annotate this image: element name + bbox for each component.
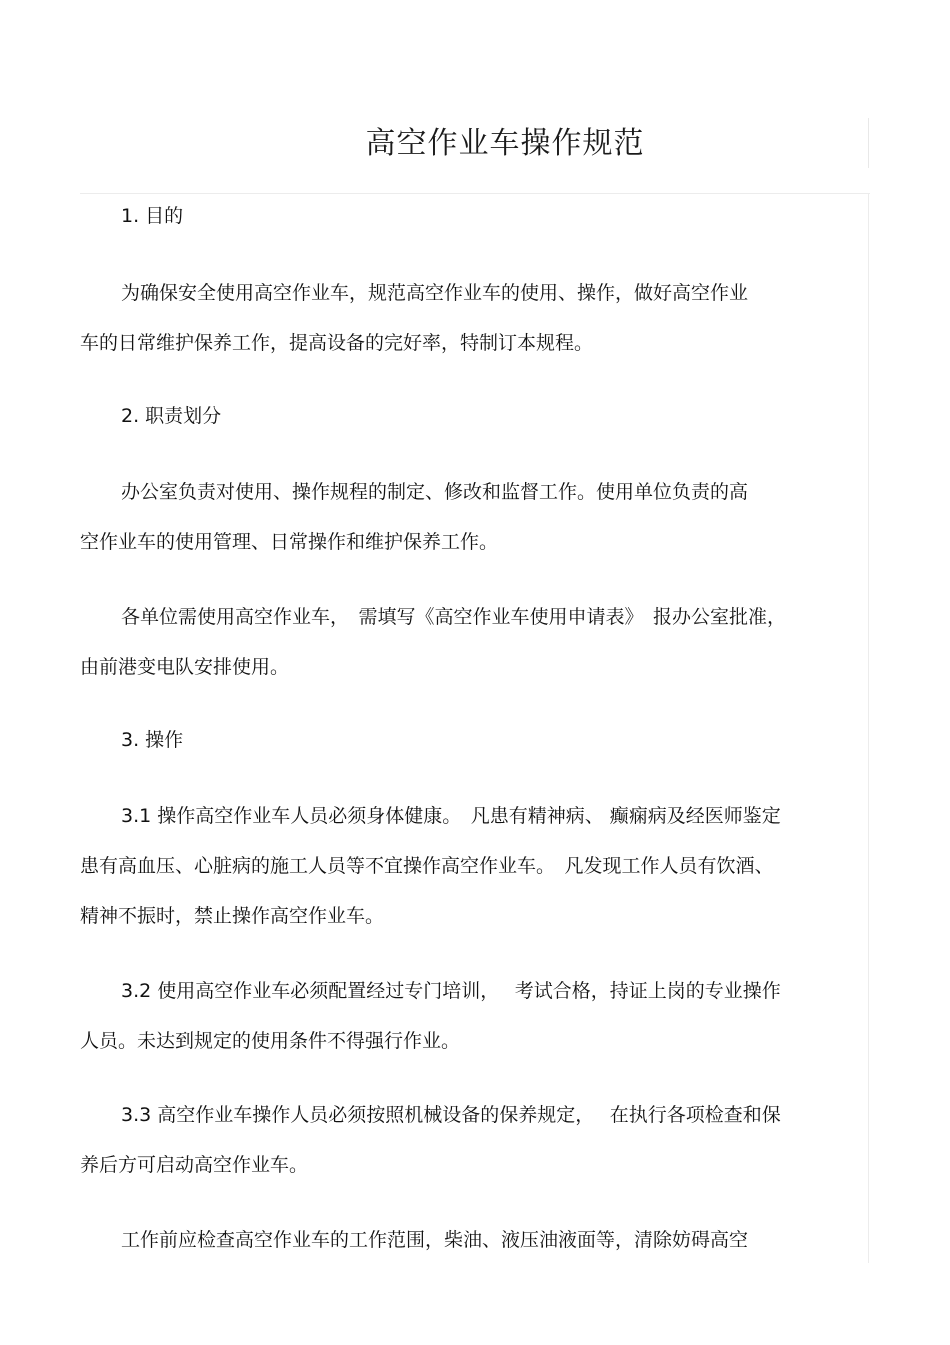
paragraph-3-3 — [80, 1090, 860, 1190]
paragraph-3-1 — [80, 791, 860, 941]
section-heading-responsibilities: 2. 职责划分 — [121, 405, 222, 427]
paragraph-line: 各单位需使用高空作业车， 需填写《高空作业车使用申请表》 报办公室批准， — [121, 606, 787, 628]
paragraph-line: 空作业车的使用管理、日常操作和维护保养工作。 — [80, 531, 499, 553]
paragraph-line: 精神不振时，禁止操作高空作业车。 — [80, 905, 385, 927]
paragraph-line: 养后方可启动高空作业车。 — [80, 1154, 309, 1176]
paragraph-line: 办公室负责对使用、操作规程的制定、修改和监督工作。使用单位负责的高 — [121, 481, 749, 503]
section-heading-operation: 3. 操作 — [121, 729, 184, 751]
paragraph-line: 车的日常维护保养工作，提高设备的完好率，特制订本规程。 — [80, 332, 594, 354]
paragraph-line: 人员。未达到规定的使用条件不得强行作业。 — [80, 1030, 461, 1052]
paragraph-line: 由前港变电队安排使用。 — [80, 656, 290, 678]
paragraph-line: 为确保安全使用高空作业车，规范高空作业车的使用、操作，做好高空作业 — [121, 282, 749, 304]
vertical-rule — [868, 193, 869, 1263]
paragraph-line: 工作前应检查高空作业车的工作范围，柴油、液压油液面等，清除妨碍高空 — [121, 1229, 749, 1251]
paragraph-line: 3.1 操作高空作业车人员必须身体健康。 凡患有精神病、 癫痫病及经医师鉴定 — [121, 805, 781, 827]
title-divider — [80, 193, 870, 194]
vertical-rule-top — [868, 118, 869, 168]
paragraph-responsibilities — [80, 467, 860, 567]
paragraph-line: 3.3 高空作业车操作人员必须按照机械设备的保养规定， 在执行各项检查和保 — [121, 1104, 781, 1126]
paragraph-purpose — [80, 268, 860, 368]
paragraph-line: 3.2 使用高空作业车必须配置经过专门培训， 考试合格，持证上岗的专业操作 — [121, 980, 781, 1002]
paragraph-3-2 — [80, 966, 860, 1066]
paragraph-application — [80, 592, 860, 692]
paragraph-line: 患有高血压、心脏病的施工人员等不宜操作高空作业车。 凡发现工作人员有饮酒、 — [80, 855, 774, 877]
section-heading-purpose: 1. 目的 — [121, 205, 184, 227]
paragraph-pre-work-check — [80, 1215, 860, 1265]
document-title: 高空作业车操作规范 — [365, 126, 645, 161]
